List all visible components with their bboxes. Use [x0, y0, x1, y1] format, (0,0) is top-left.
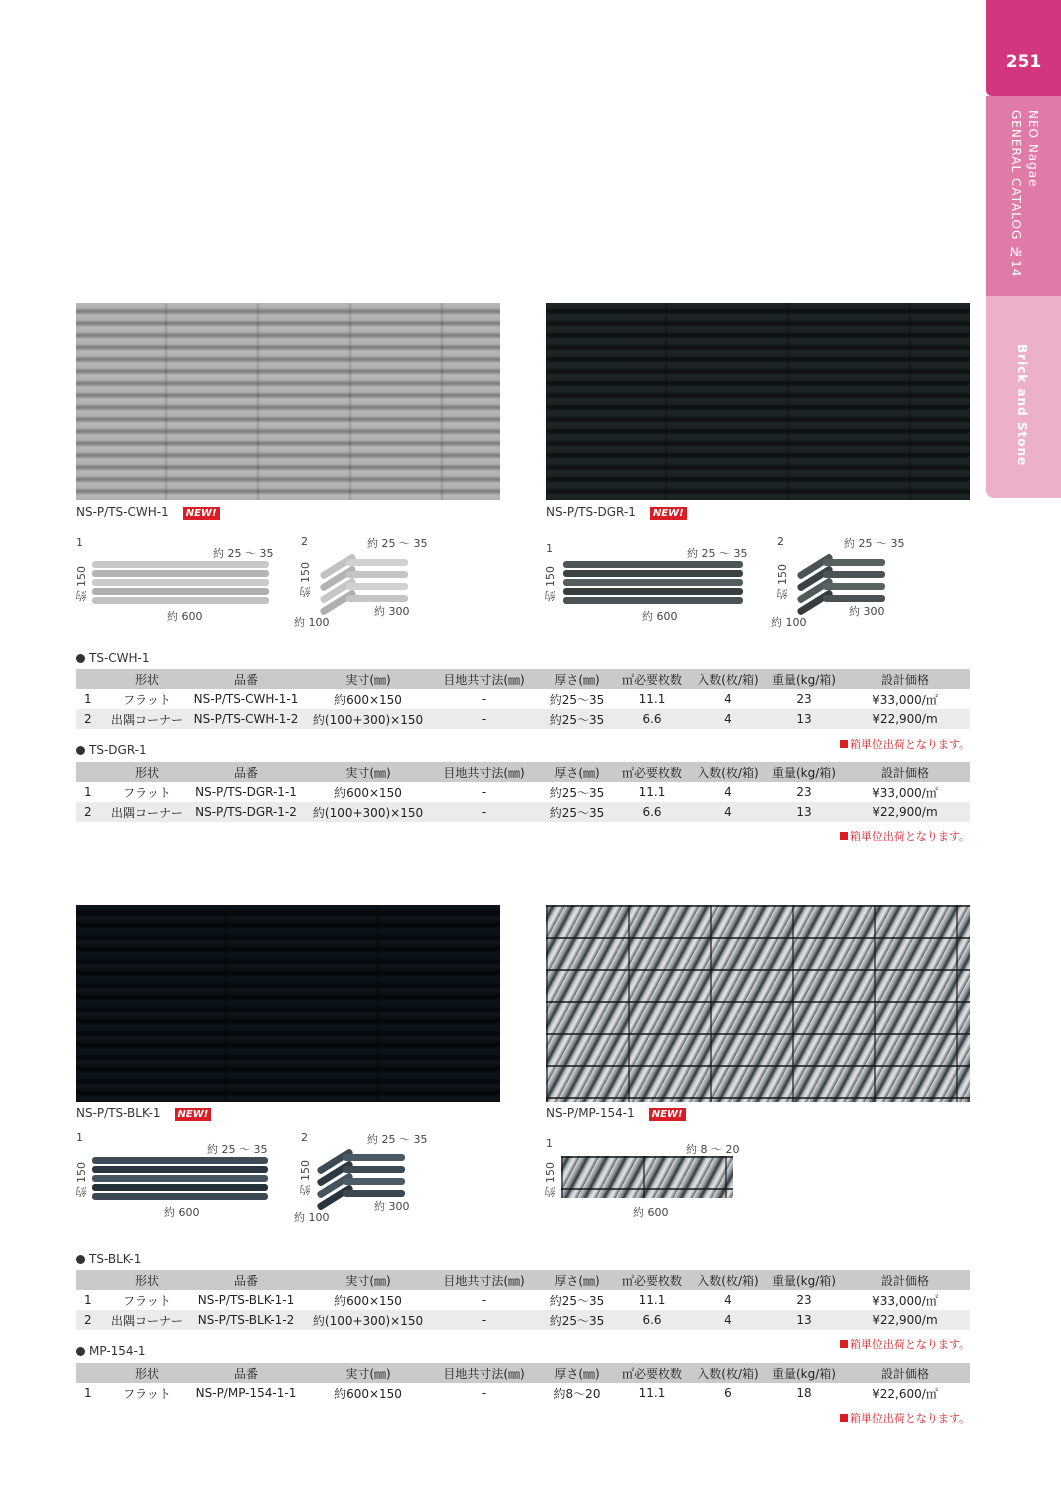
- table-cell: NS-P/TS-BLK-1-1: [197, 1293, 295, 1307]
- table-cell: 約25～35: [538, 709, 616, 729]
- table-cell: 約600×150: [334, 692, 402, 707]
- part-number: 1: [76, 536, 83, 549]
- new-badge: NEW!: [183, 507, 220, 520]
- table-cell: 約25～35: [549, 785, 605, 800]
- table-cell: 約25～35: [549, 692, 605, 707]
- series-name: TS-DGR-1: [89, 743, 147, 757]
- table-cell: 4: [724, 785, 732, 799]
- table-cell: 23: [796, 1293, 812, 1307]
- table-cell: -: [430, 1310, 538, 1330]
- table-cell: フラット: [123, 692, 171, 707]
- series-name: TS-CWH-1: [89, 651, 150, 665]
- header-cell: 重量(kg/箱): [768, 762, 840, 782]
- page-number-tab: [986, 0, 1061, 96]
- catalog-title: GENERAL CATALOG №14: [1009, 110, 1023, 278]
- page-number: 251: [1005, 52, 1042, 72]
- short-side-label: 約 100: [294, 616, 330, 629]
- width-label: 約 600: [167, 610, 203, 623]
- height-label: 約 150: [544, 566, 557, 602]
- header-cell: 入数(枚/箱): [688, 762, 768, 782]
- header-cell: 入数(枚/箱): [688, 669, 768, 689]
- product-photo-ts-blk: [76, 905, 500, 1102]
- part-number: 2: [301, 535, 308, 548]
- table-cell: 4: [724, 1293, 732, 1307]
- thickness-label: 約 25 ～ 35: [844, 537, 905, 550]
- table-cell: -: [481, 785, 487, 799]
- table-cell: 約25～35: [538, 802, 616, 822]
- table-cell: 1: [84, 1293, 92, 1307]
- bullet-icon: [76, 654, 85, 663]
- table-cell: 11.1: [638, 692, 666, 706]
- thickness-label: 約 8 ～ 20: [686, 1143, 740, 1156]
- series-heading: [76, 651, 150, 665]
- shipping-note: [840, 828, 970, 844]
- product-code: [546, 1106, 686, 1121]
- table-cell: 約600×150: [334, 785, 402, 800]
- square-icon: [840, 832, 848, 840]
- table-cell: 23: [796, 785, 812, 799]
- header-cell: 形状: [108, 669, 186, 689]
- part-number: 1: [76, 1131, 83, 1144]
- table-cell: ¥22,900/m: [840, 1310, 970, 1330]
- table-cell: 6.6: [616, 1310, 688, 1330]
- spec-table-ts-blk: [76, 1270, 970, 1330]
- header-cell: 目地共寸法(㎜): [430, 669, 538, 689]
- header-cell: 重量(kg/箱): [768, 1363, 840, 1383]
- series-name: MP-154-1: [89, 1344, 146, 1358]
- table-row: [76, 1383, 970, 1403]
- note-text: 箱単位出荷となります。: [849, 830, 970, 843]
- table-cell: NS-P/TS-BLK-1-2: [186, 1310, 306, 1330]
- note-text: 箱単位出荷となります。: [849, 1338, 970, 1351]
- table-cell: 約25～35: [538, 1310, 616, 1330]
- table-cell: ¥33,000/㎡: [872, 692, 938, 707]
- table-cell: 約8～20: [553, 1386, 601, 1401]
- table-header-row: [76, 762, 970, 782]
- header-cell: 設計価格: [840, 762, 970, 782]
- long-side-label: 約 300: [374, 1200, 410, 1213]
- shipping-note: [840, 736, 970, 752]
- thickness-label: 約 25 ～ 35: [687, 547, 748, 560]
- bullet-icon: [76, 1255, 85, 1264]
- part-number: 1: [546, 1137, 553, 1150]
- product-code: [546, 505, 687, 520]
- series-heading: [76, 743, 147, 757]
- table-row: [76, 689, 970, 709]
- header-cell: 重量(kg/箱): [768, 1270, 840, 1290]
- table-header-row: [76, 1363, 970, 1383]
- header-cell: [76, 1270, 108, 1290]
- table-cell: -: [481, 1386, 487, 1400]
- header-cell: 目地共寸法(㎜): [430, 762, 538, 782]
- height-label: 約 150: [299, 562, 312, 598]
- short-side-label: 約 100: [294, 1211, 330, 1224]
- table-cell: 6: [724, 1386, 732, 1400]
- part-number: 2: [301, 1131, 308, 1144]
- header-cell: 目地共寸法(㎜): [430, 1270, 538, 1290]
- table-cell: 1: [84, 785, 92, 799]
- header-cell: ㎡必要枚数: [616, 669, 688, 689]
- spec-table-mp-154: [76, 1363, 970, 1403]
- table-cell: 約(100+300)×150: [306, 802, 430, 822]
- header-cell: [76, 762, 108, 782]
- flat-tile-drawing: [92, 561, 269, 605]
- header-cell: ㎡必要枚数: [616, 1363, 688, 1383]
- table-cell: 4: [688, 1310, 768, 1330]
- header-cell: 設計価格: [840, 1363, 970, 1383]
- spec-table-ts-dgr: [76, 762, 970, 822]
- product-code-text: NS-P/MP-154-1: [546, 1106, 635, 1120]
- header-cell: 入数(枚/箱): [688, 1363, 768, 1383]
- flat-tile-drawing: [563, 561, 743, 605]
- thickness-label: 約 25 ～ 35: [367, 1133, 428, 1146]
- header-cell: 実寸(㎜): [306, 669, 430, 689]
- table-cell: 出隅コーナー: [108, 709, 186, 729]
- new-badge: NEW!: [649, 1108, 686, 1121]
- height-label: 約 150: [75, 566, 88, 602]
- table-cell: ¥22,900/m: [840, 802, 970, 822]
- header-cell: 厚さ(㎜): [538, 762, 616, 782]
- table-cell: 18: [796, 1386, 812, 1400]
- shipping-note: [840, 1336, 970, 1352]
- table-cell: 4: [724, 692, 732, 706]
- flat-tile-drawing: [561, 1156, 733, 1198]
- header-cell: 設計価格: [840, 669, 970, 689]
- table-cell: -: [481, 1293, 487, 1307]
- table-cell: フラット: [123, 785, 171, 800]
- table-cell: -: [481, 692, 487, 706]
- table-cell: 11.1: [638, 1293, 666, 1307]
- header-cell: 形状: [108, 1270, 186, 1290]
- header-cell: 品番: [186, 1363, 306, 1383]
- height-label: 約 150: [776, 564, 789, 600]
- header-cell: 形状: [108, 762, 186, 782]
- bullet-icon: [76, 746, 85, 755]
- table-cell: 6.6: [616, 709, 688, 729]
- header-cell: 実寸(㎜): [306, 1270, 430, 1290]
- header-cell: 設計価格: [840, 1270, 970, 1290]
- table-row: [76, 709, 970, 729]
- thickness-label: 約 25 ～ 35: [367, 537, 428, 550]
- table-cell: 11.1: [638, 1386, 666, 1400]
- product-photo-mp-154: [546, 905, 970, 1102]
- width-label: 約 600: [164, 1206, 200, 1219]
- part-number: 1: [546, 542, 553, 555]
- shipping-note: [840, 1410, 970, 1426]
- table-cell: NS-P/TS-DGR-1-1: [195, 785, 297, 799]
- product-photo-ts-cwh: [76, 303, 500, 500]
- note-text: 箱単位出荷となります。: [849, 1412, 970, 1425]
- table-cell: ¥22,600/㎡: [872, 1386, 938, 1401]
- product-code: [76, 1106, 211, 1121]
- table-cell: 約600×150: [334, 1293, 402, 1308]
- header-cell: 品番: [186, 1270, 306, 1290]
- width-label: 約 600: [642, 610, 678, 623]
- square-icon: [840, 740, 848, 748]
- square-icon: [840, 1340, 848, 1348]
- short-side-label: 約 100: [771, 616, 807, 629]
- header-cell: 品番: [186, 669, 306, 689]
- flat-tile-drawing: [92, 1157, 268, 1201]
- table-cell: 23: [796, 692, 812, 706]
- table-cell: 1: [84, 692, 92, 706]
- table-cell: -: [430, 802, 538, 822]
- header-cell: 厚さ(㎜): [538, 1270, 616, 1290]
- table-cell: 出隅コーナー: [108, 802, 186, 822]
- table-cell: NS-P/TS-CWH-1-1: [193, 692, 299, 706]
- product-code: [76, 505, 220, 520]
- category-label: Brick and Stone: [1015, 344, 1029, 467]
- category-tab: [986, 296, 1061, 498]
- table-cell: NS-P/TS-CWH-1-2: [186, 709, 306, 729]
- table-cell: 約(100+300)×150: [306, 709, 430, 729]
- header-cell: 厚さ(㎜): [538, 1363, 616, 1383]
- catalog-tab: [986, 96, 1061, 296]
- header-cell: 形状: [108, 1363, 186, 1383]
- header-cell: [76, 1363, 108, 1383]
- table-cell: 2: [76, 1310, 108, 1330]
- header-cell: 実寸(㎜): [306, 762, 430, 782]
- table-cell: 2: [76, 709, 108, 729]
- table-header-row: [76, 1270, 970, 1290]
- thickness-label: 約 25 ～ 35: [207, 1143, 268, 1156]
- table-cell: NS-P/TS-DGR-1-2: [186, 802, 306, 822]
- long-side-label: 約 300: [374, 605, 410, 618]
- table-cell: 6.6: [616, 802, 688, 822]
- table-cell: 1: [84, 1386, 92, 1400]
- product-code-text: NS-P/TS-BLK-1: [76, 1106, 161, 1120]
- table-cell: 約600×150: [334, 1386, 402, 1401]
- thickness-label: 約 25 ～ 35: [213, 547, 274, 560]
- series-heading: [76, 1344, 146, 1358]
- header-cell: 厚さ(㎜): [538, 669, 616, 689]
- series-heading: [76, 1252, 141, 1266]
- header-cell: ㎡必要枚数: [616, 762, 688, 782]
- header-cell: 入数(枚/箱): [688, 1270, 768, 1290]
- table-row: [76, 1290, 970, 1310]
- series-name: TS-BLK-1: [89, 1252, 142, 1266]
- table-header-row: [76, 669, 970, 689]
- table-cell: ¥22,900/m: [840, 709, 970, 729]
- table-cell: フラット: [123, 1293, 171, 1308]
- header-cell: 品番: [186, 762, 306, 782]
- product-photo-ts-dgr: [546, 303, 970, 500]
- table-cell: 13: [768, 802, 840, 822]
- square-icon: [840, 1414, 848, 1422]
- header-cell: ㎡必要枚数: [616, 1270, 688, 1290]
- part-number: 2: [777, 535, 784, 548]
- long-side-label: 約 300: [849, 605, 885, 618]
- table-cell: ¥33,000/㎡: [872, 785, 938, 800]
- table-cell: 13: [768, 709, 840, 729]
- new-badge: NEW!: [175, 1108, 212, 1121]
- table-cell: フラット: [123, 1386, 171, 1401]
- header-cell: 実寸(㎜): [306, 1363, 430, 1383]
- header-cell: 重量(kg/箱): [768, 669, 840, 689]
- table-row: [76, 802, 970, 822]
- product-code-text: NS-P/TS-DGR-1: [546, 505, 636, 519]
- height-label: 約 150: [299, 1160, 312, 1196]
- table-cell: NS-P/MP-154-1-1: [195, 1386, 297, 1400]
- height-label: 約 150: [544, 1162, 557, 1198]
- catalog-brand: NEO Nagae: [1026, 110, 1040, 188]
- new-badge: NEW!: [650, 507, 687, 520]
- spec-table-ts-cwh: [76, 669, 970, 729]
- header-cell: 目地共寸法(㎜): [430, 1363, 538, 1383]
- table-cell: 11.1: [638, 785, 666, 799]
- table-cell: ¥33,000/㎡: [872, 1293, 938, 1308]
- table-cell: 2: [76, 802, 108, 822]
- table-cell: 4: [688, 709, 768, 729]
- height-label: 約 150: [75, 1162, 88, 1198]
- table-cell: -: [430, 709, 538, 729]
- table-cell: 出隅コーナー: [108, 1310, 186, 1330]
- table-cell: 約(100+300)×150: [306, 1310, 430, 1330]
- note-text: 箱単位出荷となります。: [849, 738, 970, 751]
- table-cell: 約25～35: [549, 1293, 605, 1308]
- table-cell: 4: [688, 802, 768, 822]
- product-code-text: NS-P/TS-CWH-1: [76, 505, 169, 519]
- bullet-icon: [76, 1347, 85, 1356]
- table-row: [76, 1310, 970, 1330]
- table-cell: 13: [768, 1310, 840, 1330]
- header-cell: [76, 669, 108, 689]
- table-row: [76, 782, 970, 802]
- width-label: 約 600: [633, 1206, 669, 1219]
